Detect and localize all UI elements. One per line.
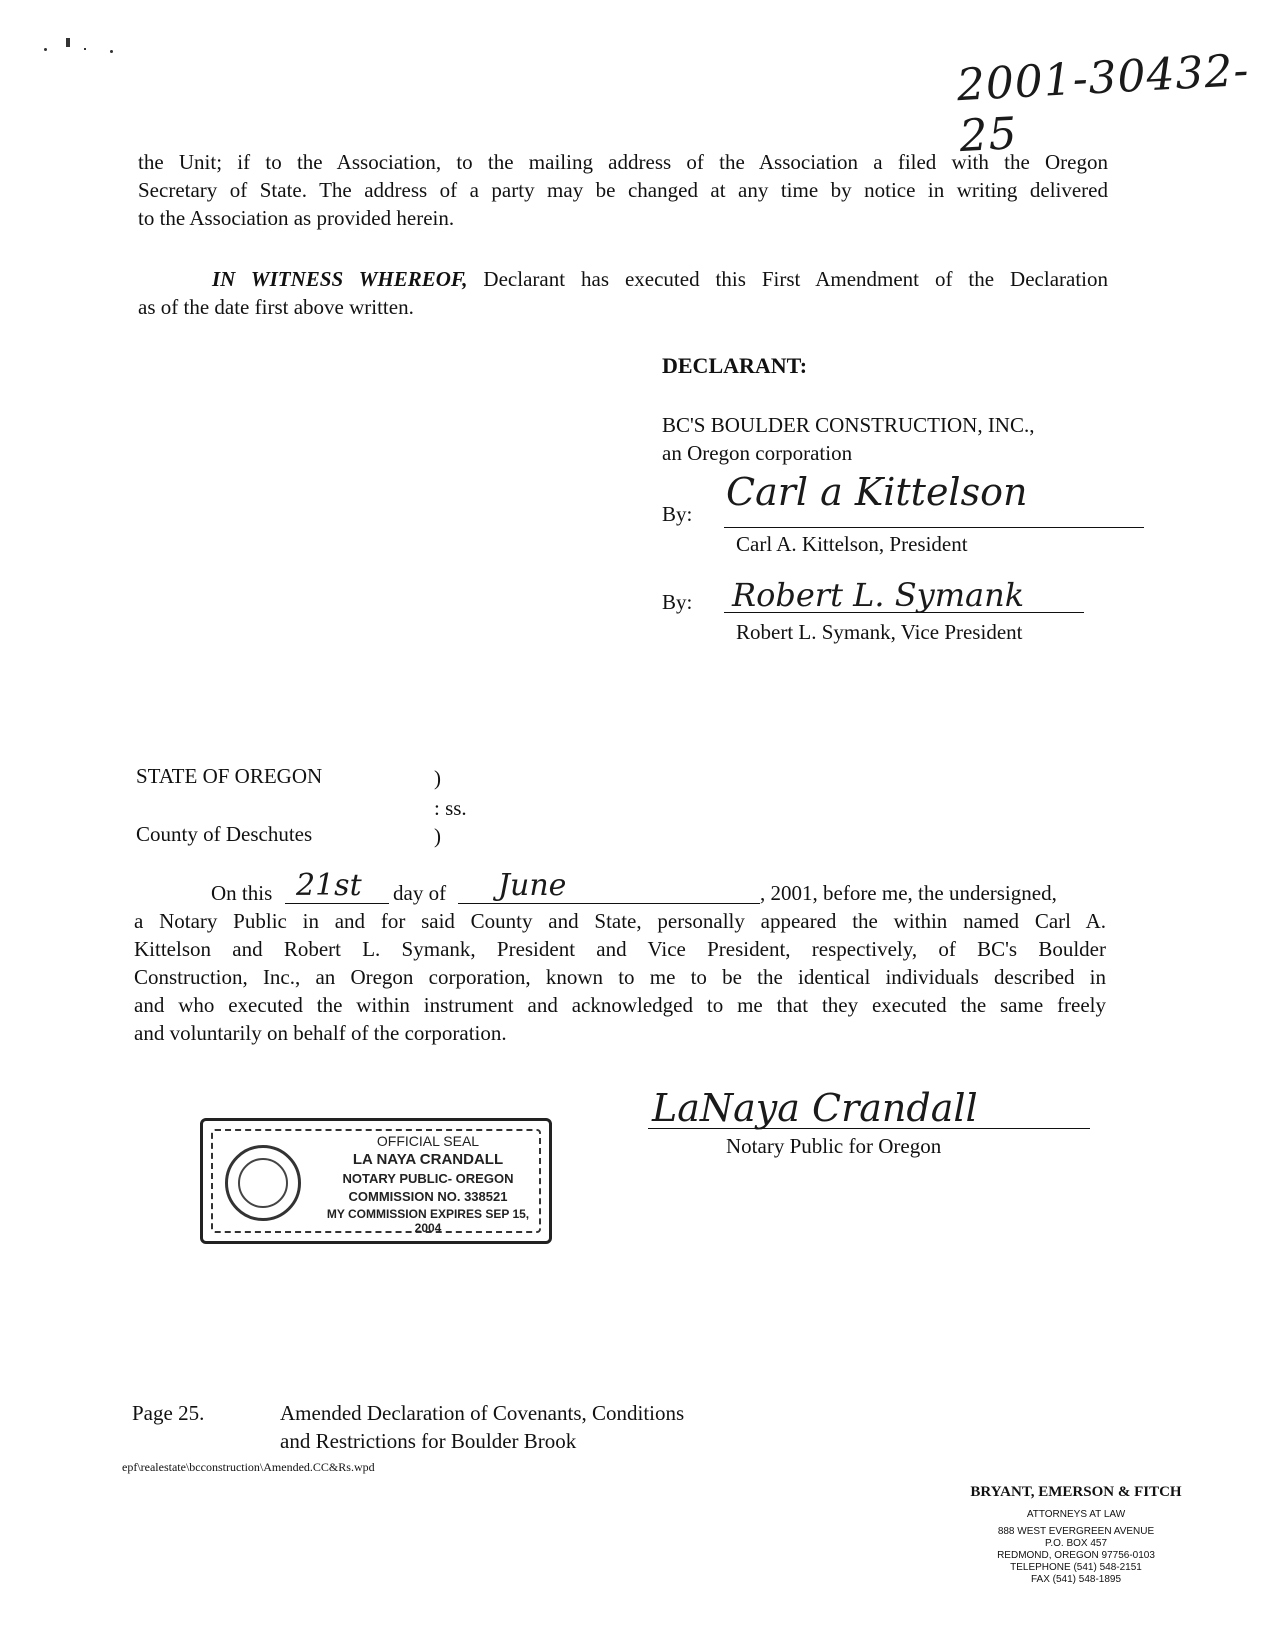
scan-speck [110, 50, 113, 53]
handwritten-doc-number: 2001-30432-25 [955, 44, 1251, 163]
firm-address: P.O. BOX 457 [1044, 1538, 1108, 1549]
signature-symank: Robert L. Symank [732, 576, 1025, 614]
top-paragraph-line: Secretary of State. The address of a party may be changed at any time by notice in writing delivered [138, 178, 1108, 202]
witness-line-2: as of the date first above written. [138, 295, 414, 319]
by-label: By: [662, 590, 693, 614]
month-blank [458, 903, 760, 904]
doc-title-line: and Restrictions for Boulder Brook [280, 1429, 577, 1453]
signature-line [648, 1128, 1090, 1129]
firm-fax: FAX (541) 548-1895 [1030, 1574, 1122, 1585]
venue-paren: ) [434, 824, 441, 848]
firm-address: REDMOND, OREGON 97756-0103 [997, 1550, 1155, 1561]
ack-line: Kittelson and Robert L. Symank, President and Vice President, respectively, of BC's Boulder [134, 937, 1106, 961]
day-blank [285, 903, 389, 904]
top-paragraph-line: the Unit; if to the Association, to the mailing address of the Association a filed with the Oregon [138, 150, 1108, 174]
ack-on-this: On this [211, 881, 273, 905]
ack-line-1-rest: , 2001, before me, the undersigned, [760, 881, 1057, 905]
doc-title-line: Amended Declaration of Covenants, Conditions [280, 1401, 685, 1425]
firm-subtitle: ATTORNEYS AT LAW [1026, 1509, 1126, 1520]
signer-name-title: Carl A. Kittelson, President [736, 532, 968, 556]
file-path: epf\realestate\bcconstruction\Amended.CC&Rs.wpd [122, 1460, 375, 1474]
ack-line: Construction, Inc., an Oregon corporation, known to me to be the identical individuals described in [134, 965, 1106, 989]
scan-speck [66, 38, 70, 47]
scan-speck [84, 48, 86, 50]
scan-speck [44, 48, 47, 51]
firm-name: BRYANT, EMERSON & FITCH [970, 1484, 1182, 1500]
signature-kittelson: Carl a Kittelson [726, 470, 1028, 514]
venue-state: STATE OF OREGON [136, 764, 323, 788]
seal-line: LA NAYA CRANDALL [352, 1151, 504, 1168]
ack-line: and who executed the within instrument and acknowledged to me that they executed the same freely [134, 993, 1106, 1017]
state-seal-emblem [225, 1145, 301, 1221]
venue-county: County of Deschutes [136, 822, 313, 846]
firm-block [916, 1484, 1236, 1586]
witness-line [212, 265, 1108, 293]
by-label: By: [662, 502, 693, 526]
witness-lead: IN WITNESS WHEREOF, [212, 267, 468, 291]
signature-line [724, 612, 1084, 613]
ack-month-value: June [498, 868, 567, 903]
seal-line: MY COMMISSION EXPIRES SEP 15, 2004 [326, 1207, 530, 1235]
ack-line: a Notary Public in and for said County and State, personally appeared the within named Carl A. [134, 909, 1106, 933]
witness-text: Declarant has executed this First Amendment of the Declaration [467, 267, 1108, 291]
venue-paren: ) [434, 766, 441, 790]
seal-line: COMMISSION NO. 338521 [348, 1189, 508, 1204]
firm-address: 888 WEST EVERGREEN AVENUE [997, 1526, 1155, 1537]
page-number: Page 25. [132, 1401, 205, 1425]
signer-name-title: Robert L. Symank, Vice President [736, 620, 1023, 644]
state-seal-inner-ring [238, 1158, 288, 1208]
seal-line: OFFICIAL SEAL [376, 1133, 480, 1149]
ack-line: and voluntarily on behalf of the corporation. [134, 1021, 507, 1045]
notary-seal-stamp [200, 1118, 552, 1244]
declarant-heading: DECLARANT: [662, 353, 808, 378]
declarant-company-type: an Oregon corporation [662, 441, 853, 465]
declarant-company: BC'S BOULDER CONSTRUCTION, INC., [662, 413, 1035, 437]
signature-line [724, 527, 1144, 528]
venue-ss: : ss. [434, 796, 467, 820]
notary-signature: LaNaya Crandall [652, 1086, 978, 1130]
ack-day-of: day of [393, 881, 447, 905]
top-paragraph-line: to the Association as provided herein. [138, 206, 455, 230]
notary-title: Notary Public for Oregon [726, 1134, 942, 1158]
ack-day-value: 21st [296, 868, 362, 903]
firm-phone: TELEPHONE (541) 548-2151 [1010, 1562, 1142, 1573]
seal-line: NOTARY PUBLIC- OREGON [342, 1171, 514, 1186]
